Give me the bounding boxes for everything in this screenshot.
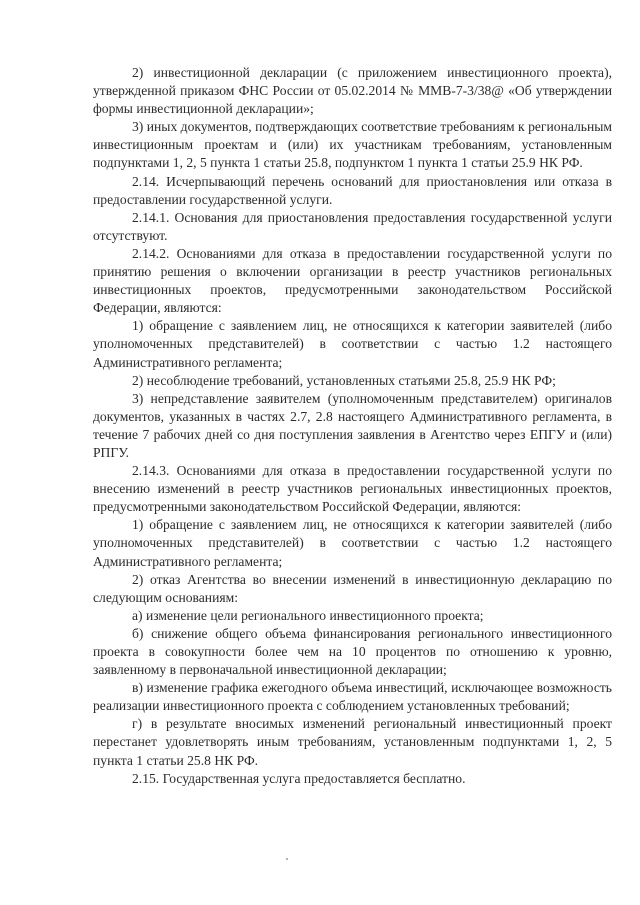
sub-item-g: г) в результате вносимых изменений региональный инвестиционный проект перестанет удовлетворять иным требованиям, установленным подпунктами 1, 2, 5 пункта 1 статьи 25.8 НК РФ. [93,716,612,768]
paragraph-declaration: 2) инвестиционной декларации (с приложением инвестиционного проекта), утвержденной приказом ФНС России от 05.02.2014 № ММВ-7-3/38@ «Об утверждении формы инвестиционной декларации»; [93,65,612,117]
list-item-2: 2) отказ Агентства во внесении изменений в инвестиционную декларацию по следующим основаниям: [93,571,612,605]
paragraph-2-14-3: 2.14.3. Основаниями для отказа в предоставлении государственной услуги по внесению изменений в реестр участников региональных инвестиционных проектов, предусмотренными законодательством Российской Федерации, являются: [93,463,612,515]
scan-speck [286,858,288,860]
paragraph-2-14: 2.14. Исчерпывающий перечень оснований для приостановления или отказа в предоставлении государственной услуги. [93,173,612,207]
sub-item-v: в) изменение графика ежегодного объема инвестиций, исключающее возможность реализации инвестиционного проекта с соблюдением установленных требований; [93,680,612,714]
list-item-3: 3) непредставление заявителем (уполномоченным представителем) оригиналов документов, указанных в частях 2.7, 2.8 настоящего Административного регламента, в течение 7 рабочих дней со дня поступления заявления в Агентство через ЕПГУ и (или) РПГУ. [93,390,612,460]
paragraph-2-14-2: 2.14.2. Основаниями для отказа в предоставлении государственной услуги по принятию решения о включении организации в реестр участников региональных инвестиционных проектов, предусмотренными законодательством Российской Федерации, являются: [93,245,612,316]
sub-item-a: а) изменение цели регионального инвестиционного проекта; [132,607,484,623]
list-item-2: 2) несоблюдение требований, установленных статьями 25.8, 25.9 НК РФ; [132,372,556,388]
paragraph-2-15: 2.15. Государственная услуга предоставляется бесплатно. [132,770,466,786]
sub-item-b: б) снижение общего объема финансирования регионального инвестиционного проекта в совокупности более чем на 10 процентов по отношению к уровню, заявленному в первоначальной инвестиционной декларации; [93,625,612,678]
list-item-1: 1) обращение с заявлением лиц, не относящихся к категории заявителей (либо уполномоченных представителей) в соответствии с частью 1.2 настоящего Административного регламента; [93,318,612,370]
paragraph-2-14-1: 2.14.1. Основания для приостановления предоставления государственной услуги отсутствуют. [93,209,612,243]
list-item-1: 1) обращение с заявлением лиц, не относящихся к категории заявителей (либо уполномоченных представителей) в соответствии с частью 1.2 настоящего Административного регламента; [93,517,612,569]
paragraph-other-documents: 3) иных документов, подтверждающих соответствие требованиям к региональным инвестиционным проектам и (или) их участникам требованиям, установленным подпунктами 1, 2, 5 пункта 1 статьи 25.8, подпунктом 1 пункта 1 статьи 25.9 НК РФ. [93,119,612,171]
document-page [93,64,612,788]
